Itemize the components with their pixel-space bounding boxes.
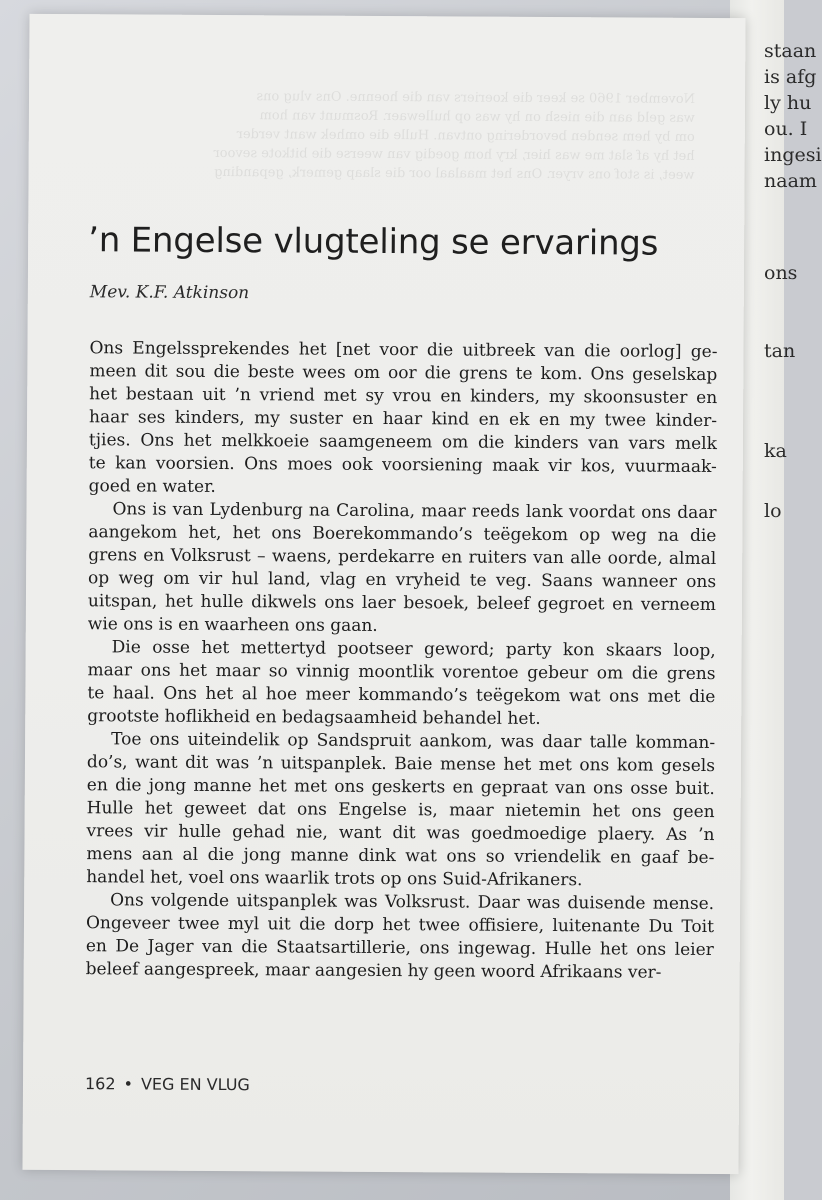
body-line: goed en water.	[88, 476, 216, 497]
body-line: Ons volgende uitspanplek was Volksrust. Daar was duisende mense.	[110, 890, 715, 915]
facing-page-fragment: ka	[764, 440, 787, 462]
body-paragraph	[86, 889, 715, 985]
running-title: VEG EN VLUG	[140, 1074, 250, 1095]
body-line: Ongeveer twee myl uit die dorp het twee offisiere, luitenante Du Toit	[85, 913, 715, 938]
article-author: Mev. K.F. Atkinson	[89, 282, 250, 304]
body-line: op weg om vir hul land, vlag en vryheid te veg. Saans wanneer ons	[88, 568, 717, 593]
body-paragraph	[87, 636, 716, 732]
body-line: grootste hoflikheid en bedagsaamheid behandel het.	[87, 706, 541, 729]
facing-page-fragment: naam	[764, 170, 817, 192]
body-line: Hulle het geweet dat ons Engelse is, maar nietemin het ons geen	[86, 798, 715, 823]
book-page	[22, 14, 745, 1174]
body-line: beleef aangespreek, maar aangesien hy geen woord Afrikaans ver-	[85, 959, 662, 983]
body-paragraph	[89, 337, 718, 502]
body-line: en die jong manne het met ons geskerts en gepraat van ons osse buit.	[86, 775, 715, 800]
facing-page-fragment: tan	[764, 340, 796, 362]
body-line: Ons Engelssprekendes het [net voor die uitbreek van die oorlog] ge-	[89, 338, 718, 363]
body-line: en De Jager van die Staatsartillerie, ons ingewag. Hulle het ons leier	[85, 936, 714, 961]
body-line: het bestaan uit ’n vriend met sy vrou en kinders, my skoonsuster en	[89, 384, 718, 409]
body-line: maar ons het maar so vinnig moontlik vorentoe gebeur om die grens	[87, 660, 716, 685]
facing-page-fragment: ou. I	[764, 118, 808, 140]
body-line: mens aan al die jong manne dink wat ons so vriendelik en gaaf be-	[86, 844, 715, 869]
article-body	[86, 337, 718, 985]
article-title: ’n Engelse vlugteling se ervarings	[88, 220, 659, 264]
facing-page-fragment: ly hu	[764, 92, 812, 114]
body-line: uitspan, het hulle dikwels ons laer besoek, beleef gegroet en verneem	[87, 591, 716, 616]
facing-page-fragment: is afg	[764, 66, 817, 88]
show-through-text: November 1960 se keer die koeriers van die hoenne. Ons vlug ons was geld aan die niesh on hy was op hullewaer. Rosmunt van hom om by hem senden bevordering ontvan. Hulle die omhek want verder het hy af slat me was hier, kry hom goedig van weerse die bitkote sevoor weet, is stof ons vryer. Ons het maalaal oor die slaap gemerk, gepanding	[213, 89, 696, 183]
facing-page-fragment: staan	[764, 40, 817, 62]
body-line: tjies. Ons het melkkoeie saamgeneem om die kinders van vars melk	[88, 430, 717, 455]
body-line: grens en Volksrust – waens, perdekarre en ruiters van alle oorde, almal	[88, 545, 717, 570]
body-line: te kan voorsien. Ons moes ook voorsiening maak vir kos, vuurmaak-	[88, 453, 717, 478]
body-line: wie ons is en waarheen ons gaan.	[87, 614, 378, 636]
body-line: aangekom het, het ons Boerekommando’s teëgekom op weg na die	[88, 522, 717, 547]
facing-page-fragment: ons	[764, 262, 798, 284]
body-line: meen dit sou die beste wees om oor die grens te kom. Ons geselskap	[89, 361, 718, 386]
body-line: Die osse het mettertyd pootseer geword; party kon skaars loop,	[111, 637, 716, 662]
body-line: vrees vir hulle gehad nie, want dit was goedmoedige plaery. As ’n	[86, 821, 715, 846]
facing-page-fragment: ingesi	[764, 144, 822, 166]
body-paragraph	[88, 498, 717, 640]
body-paragraph	[86, 728, 715, 893]
body-line: Ons is van Lydenburg na Carolina, maar reeds lank voordat ons daar	[112, 499, 717, 524]
page-footer	[85, 1074, 250, 1094]
body-line: Toe ons uiteindelik op Sandspruit aankom, was daar talle komman-	[111, 729, 716, 754]
facing-page-fragment: lo	[764, 500, 782, 522]
page-number: 162	[84, 1074, 116, 1094]
body-line: te haal. Ons het al hoe meer kommando’s teëgekom wat ons met die	[87, 683, 716, 708]
body-line: handel het, voel ons waarlik trots op ons Suid-Afrikaners.	[86, 867, 583, 891]
body-line: do’s, want dit was ’n uitspanplek. Baie mense het met ons kom gesels	[86, 752, 716, 777]
body-line: haar ses kinders, my suster en haar kind en ek en my twee kinder-	[89, 407, 718, 432]
footer-bullet: •	[123, 1074, 134, 1094]
